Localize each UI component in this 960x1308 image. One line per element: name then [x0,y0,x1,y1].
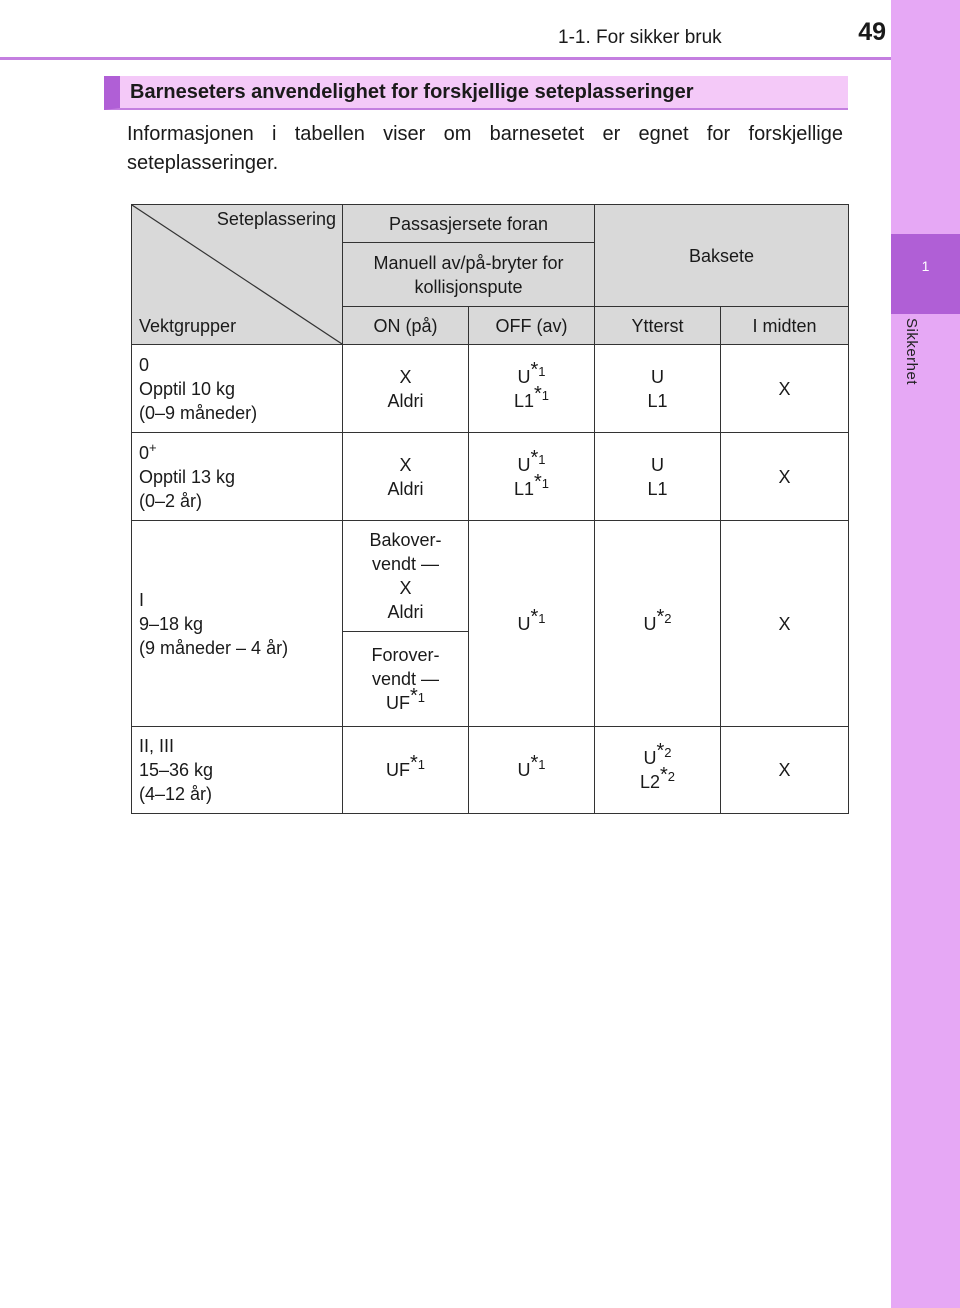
table-row [132,727,849,814]
header-section: 1-1. For sikker bruk [558,27,722,48]
cell-on [343,433,469,521]
cell-value: Aldri [387,602,424,622]
cell-value: X [399,578,412,598]
cell-middle: X [721,345,849,433]
cell-middle: X [721,521,849,727]
group-age: (4–12 år) [139,784,213,804]
footnote-ref: 1 [538,610,546,626]
group-name: II, III [139,736,175,756]
footnote-ref: 1 [541,475,550,491]
weight-group-label: Vektgrupper [139,316,237,336]
table-row [132,433,849,521]
footnote-ref: 1 [541,387,550,403]
page-number: 49 [858,18,886,46]
section-heading-bar [104,76,848,110]
cell-value: X [399,454,412,475]
group-name: 0 [139,354,150,375]
cell-value: X [399,366,412,387]
col-header-outer: Ytterst [595,307,721,345]
chapter-label: Sikkerhet [903,318,920,386]
header-rule [0,57,891,60]
cell-off: $U^{*1}$ L1$^{*1}$ [469,345,595,433]
group-weight: Opptil 10 kg [139,378,236,399]
cell-value: L1 [513,390,534,411]
footnote-ref: 1 [538,451,546,467]
cell-value: U [517,760,531,780]
cell-on [343,345,469,433]
group-name: I [139,589,145,610]
cell-middle: X [721,727,849,814]
weight-group-cell [132,433,343,521]
cell-on-rearward [343,521,469,632]
cell-outer [595,433,721,521]
cell-value: L1 [647,478,668,499]
cell-value: UF [385,760,410,780]
weight-group-cell [132,345,343,433]
weight-group-cell [132,521,343,727]
cell-value: U [517,366,531,387]
cell-value: U [517,454,531,475]
cell-outer: $U^{*2}$ L2$^{*2}$ [595,727,721,814]
cell-value: U [643,613,657,634]
cell-off: $U^{*1}$ L1$^{*1}$ [469,433,595,521]
col-header-off: OFF (av) [469,307,595,345]
cell-on: UF$^{*1}$ [343,727,469,814]
cell-value: Forover- [371,645,440,665]
weight-group-cell [132,727,343,814]
group-name: 0 [139,442,150,463]
group-weight: Opptil 13 kg [139,466,236,487]
group-superscript: + [149,439,157,455]
cell-off: $U^{*1}$ [469,727,595,814]
cell-value: UF [385,693,410,713]
cell-value: L1 [513,478,534,499]
footnote-ref: 2 [664,745,672,760]
rear-seat-header: Baksete [595,205,849,307]
group-age: (9 måneder – 4 år) [139,637,289,658]
col-header-on: ON (på) [343,307,469,345]
table-row [132,521,849,632]
footnote-ref: 1 [538,757,546,772]
cell-value: L1 [647,390,668,411]
group-weight: 15–36 kg [139,760,214,780]
cell-value: Aldri [387,390,424,411]
group-age: (0–9 måneder) [139,402,258,423]
cell-value: U [643,748,657,768]
cell-value: U [517,613,531,634]
cell-middle: X [721,433,849,521]
intro-paragraph: Informasjonen i tabellen viser om barnesetet er egnet for forskjellige seteplasseringer. [127,123,843,174]
footnote-ref: 1 [538,363,546,379]
cell-outer [595,345,721,433]
cell-value: Aldri [387,478,424,499]
cell-off: $U^{*1}$ [469,521,595,727]
group-weight: 9–18 kg [139,613,204,634]
cell-value: L2 [639,772,660,792]
footnote-ref: 1 [417,757,426,772]
chapter-number: 1 [921,258,930,274]
col-header-middle: I midten [721,307,849,345]
cell-value: Bakover- [369,530,442,550]
cell-value: U [651,366,664,387]
chapter-tab[interactable] [891,234,960,314]
table-row [132,345,849,433]
footnote-ref: 2 [664,610,672,626]
section-title: Barneseters anvendelighet for forskjellige seteplasseringer [130,81,694,103]
footnote-ref: 2 [667,769,676,784]
cell-value: vendt — [371,669,440,689]
child-seat-table [131,204,849,814]
cell-value: U [651,454,664,475]
seat-position-label: Seteplassering [216,209,336,229]
side-strip [891,0,960,1308]
front-seat-header: Passasjersete foran [343,205,595,243]
cell-value: vendt — [371,554,440,574]
airbag-switch-header: Manuell av/på-bryter for kollisjonspute [343,243,595,307]
cell-on-forward: Forover- vendt — UF$^{*1}$ [343,632,469,727]
footnote-ref: 1 [417,690,426,705]
cell-outer: $U^{*2}$ [595,521,721,727]
header-corner-cell [132,205,343,345]
group-age: (0–2 år) [139,490,203,511]
